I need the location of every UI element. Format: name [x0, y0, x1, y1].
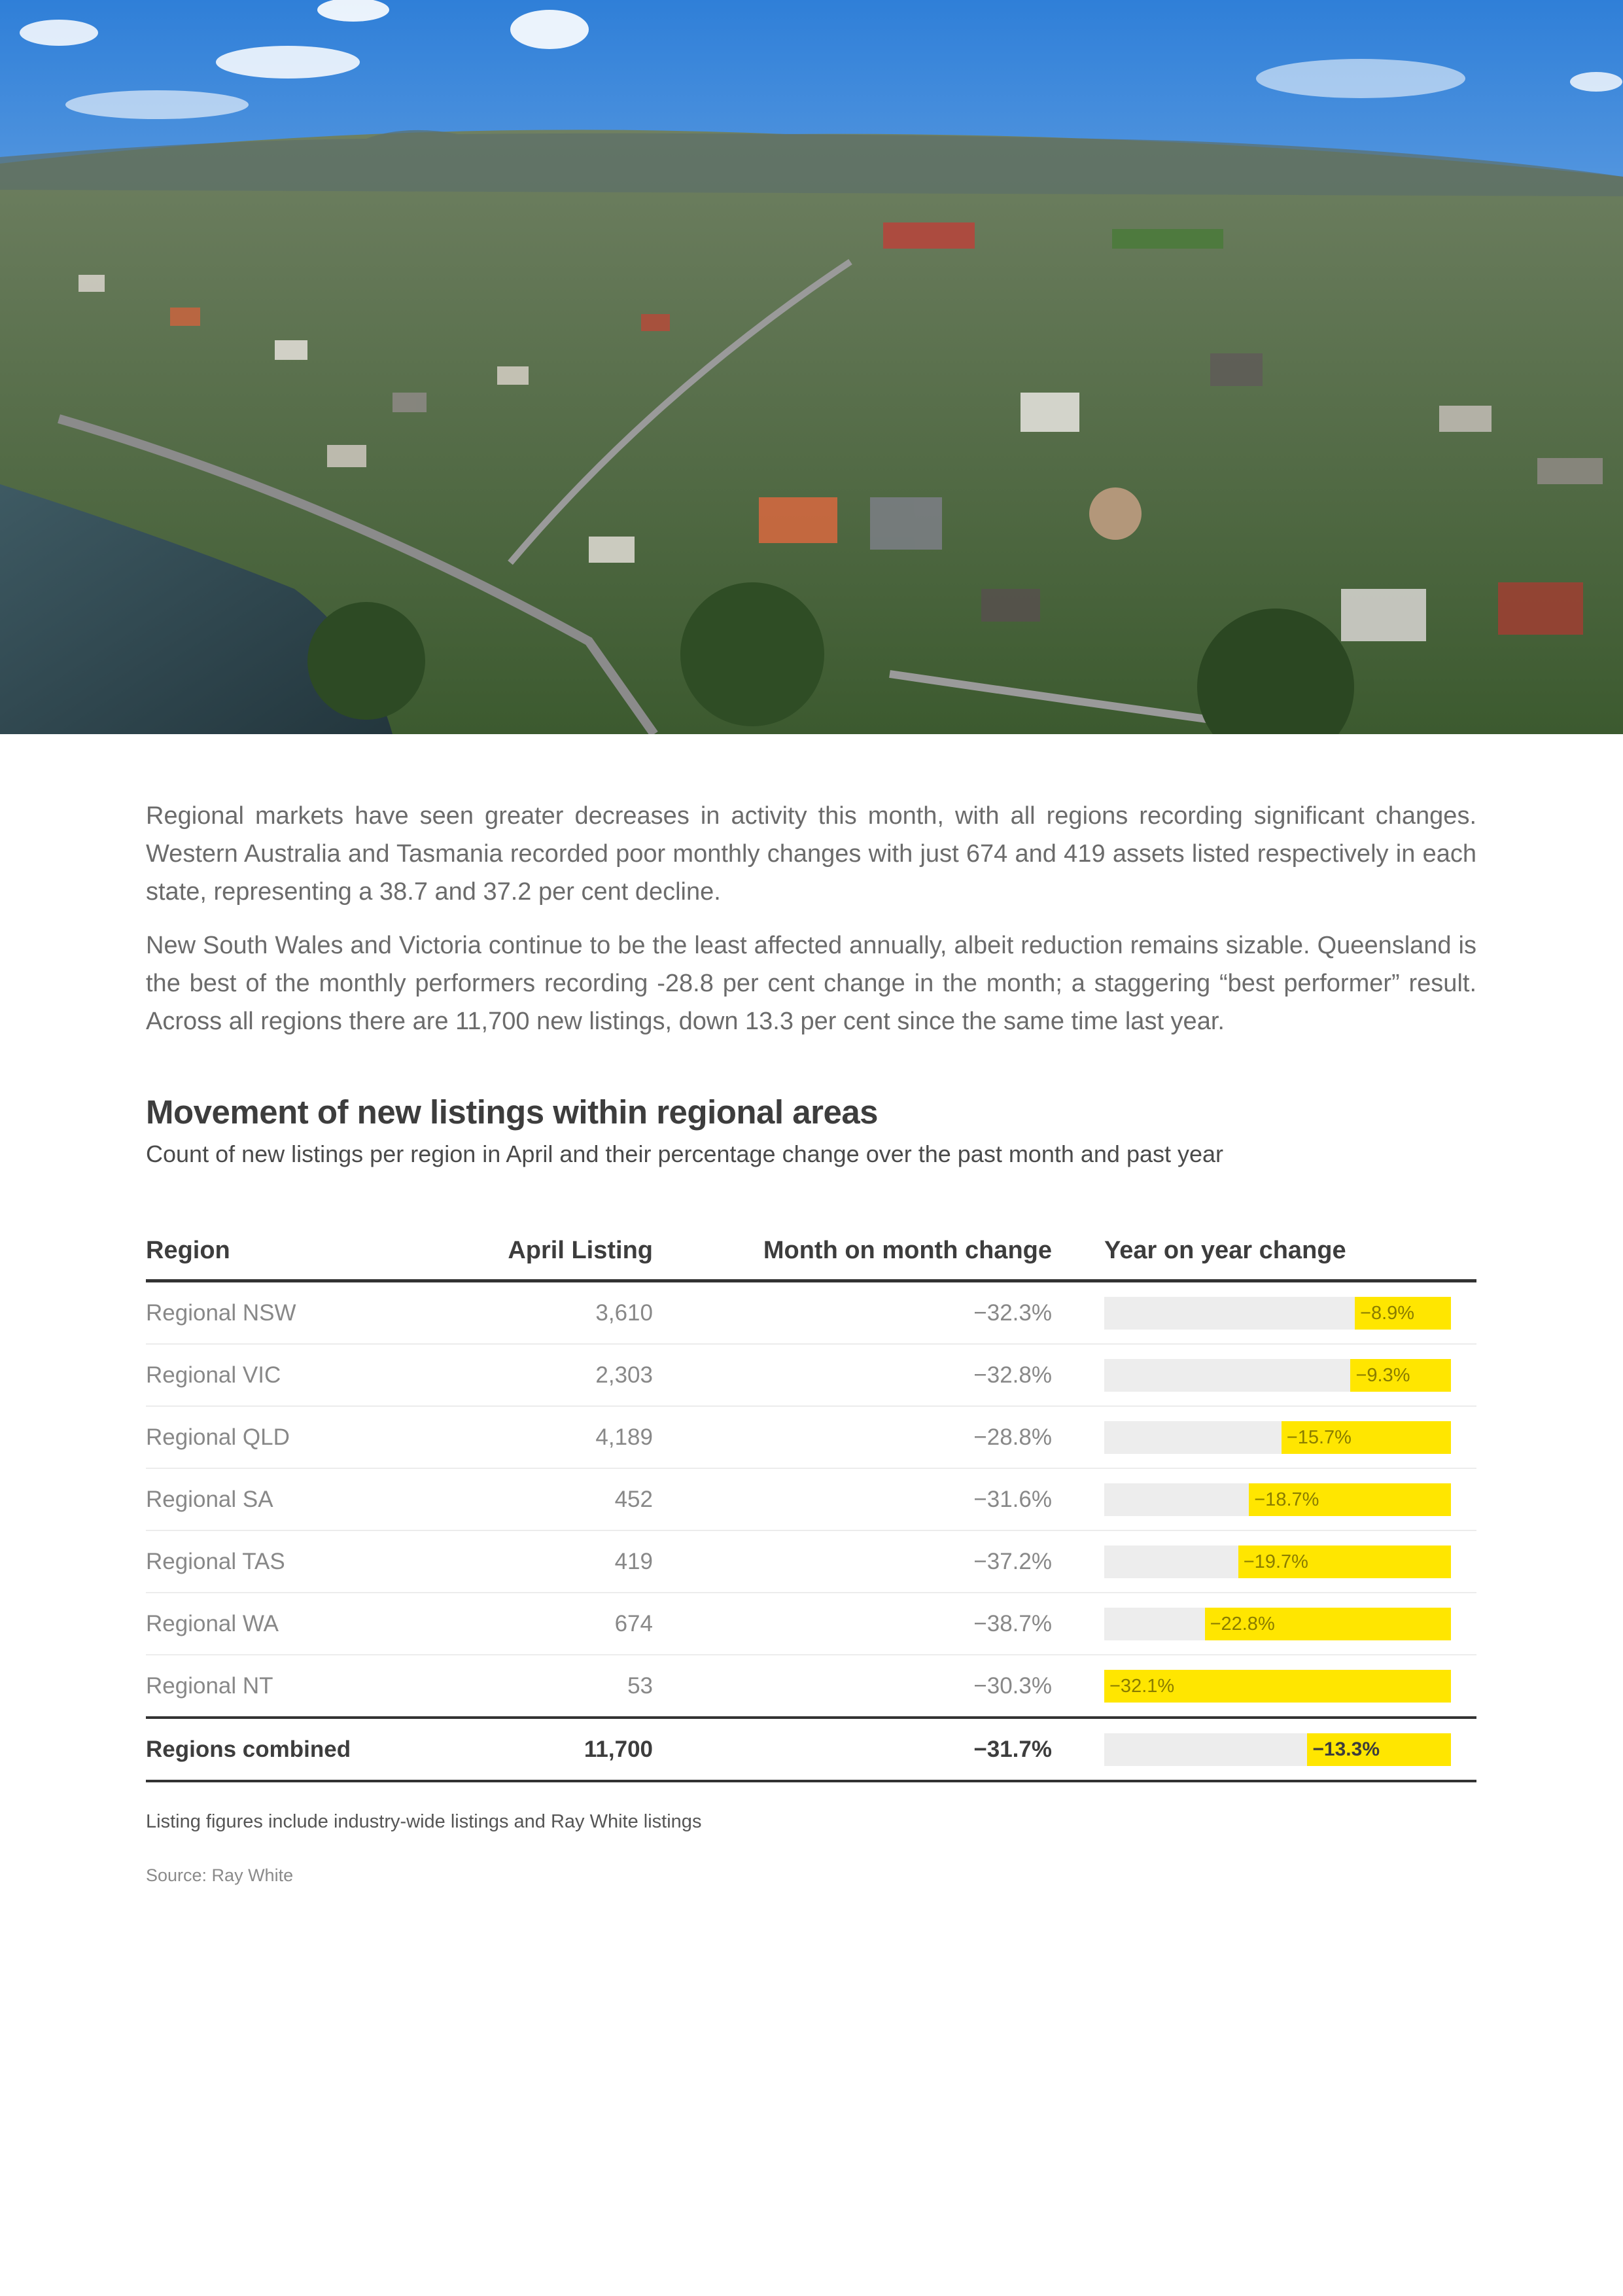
yoy-cell [1052, 1406, 1476, 1468]
region-cell: Regional SA [146, 1468, 473, 1530]
yoy-bar-track [1104, 1733, 1451, 1766]
yoy-label: −8.9% [1360, 1302, 1415, 1324]
yoy-bar-track [1104, 1545, 1451, 1578]
mom-cell: −38.7% [653, 1593, 1052, 1655]
yoy-bar [1104, 1670, 1451, 1703]
table-subtitle: Count of new listings per region in April and their percentage change over the past month and past year [146, 1140, 1224, 1167]
table-total-row [146, 1718, 1476, 1781]
mom-cell: −32.3% [653, 1281, 1052, 1345]
april-cell: 452 [473, 1468, 653, 1530]
april-cell: 419 [473, 1530, 653, 1593]
yoy-cell [1052, 1593, 1476, 1655]
region-cell: Regional QLD [146, 1406, 473, 1468]
yoy-label: −18.7% [1254, 1489, 1319, 1510]
yoy-bar [1249, 1483, 1451, 1516]
body-paragraph-2: New South Wales and Victoria continue to be the least affected annually, albeit reduction remains sizable. Queensland is the best of the monthly performers recording -28.8 per cent change in the month; a staggering “best performer” result. Across all regions there are 11,700 new listings, down 13.3 per cent since the same time last year. [146, 932, 1476, 1035]
yoy-label: −9.3% [1355, 1364, 1410, 1386]
footnote: Listing figures include industry-wide listings and Ray White listings [146, 1811, 702, 1832]
mom-cell: −30.3% [653, 1655, 1052, 1718]
table-row [146, 1655, 1476, 1718]
yoy-bar-track [1104, 1483, 1451, 1516]
yoy-label: −19.7% [1243, 1551, 1308, 1572]
mom-cell: −31.6% [653, 1468, 1052, 1530]
header-april-listing: April Listing [473, 1222, 653, 1281]
article-content [146, 797, 1476, 1886]
yoy-total-label: −13.3% [1312, 1738, 1380, 1760]
total-mom-cell: −31.7% [653, 1718, 1052, 1781]
total-yoy-cell [1052, 1718, 1476, 1781]
total-april-cell: 11,700 [473, 1718, 653, 1781]
table-row [146, 1468, 1476, 1530]
total-region-cell: Regions combined [146, 1718, 473, 1781]
region-cell: Regional VIC [146, 1344, 473, 1406]
yoy-bar [1355, 1297, 1451, 1330]
table-row [146, 1344, 1476, 1406]
yoy-cell [1052, 1344, 1476, 1406]
table-header-row [146, 1222, 1476, 1281]
yoy-bar-track [1104, 1608, 1451, 1640]
body-paragraph-1: Regional markets have seen greater decreases in activity this month, with all regions recording significant changes. Western Australia and Tasmania recorded poor monthly changes with just 674 and 419 assets listed respectively in each state, representing a 38.7 and 37.2 per cent decline. [146, 802, 1476, 906]
listings-table [146, 1222, 1476, 1782]
region-cell: Regional WA [146, 1593, 473, 1655]
mom-cell: −37.2% [653, 1530, 1052, 1593]
yoy-bar [1282, 1421, 1451, 1454]
april-cell: 4,189 [473, 1406, 653, 1468]
yoy-bar [1350, 1359, 1451, 1392]
yoy-cell [1052, 1281, 1476, 1345]
yoy-label: −15.7% [1286, 1426, 1352, 1448]
yoy-bar-track [1104, 1359, 1451, 1392]
region-cell: Regional NT [146, 1655, 473, 1718]
table-row [146, 1593, 1476, 1655]
header-year-on-year: Year on year change [1052, 1222, 1476, 1281]
header-region: Region [146, 1222, 473, 1281]
april-cell: 2,303 [473, 1344, 653, 1406]
april-cell: 53 [473, 1655, 653, 1718]
yoy-bar-track [1104, 1421, 1451, 1454]
yoy-cell [1052, 1655, 1476, 1718]
yoy-bar [1205, 1608, 1451, 1640]
yoy-cell [1052, 1530, 1476, 1593]
yoy-label: −32.1% [1109, 1675, 1175, 1697]
source-note: Source: Ray White [146, 1865, 294, 1885]
yoy-total-bar [1307, 1733, 1451, 1766]
yoy-bar [1238, 1545, 1451, 1578]
april-cell: 674 [473, 1593, 653, 1655]
april-cell: 3,610 [473, 1281, 653, 1345]
hero-photo [0, 0, 1623, 734]
header-month-on-month: Month on month change [653, 1222, 1052, 1281]
yoy-bar-track [1104, 1297, 1451, 1330]
region-cell: Regional NSW [146, 1281, 473, 1345]
yoy-cell [1052, 1468, 1476, 1530]
table-row [146, 1281, 1476, 1345]
region-cell: Regional TAS [146, 1530, 473, 1593]
table-row [146, 1530, 1476, 1593]
aerial-suburb-illustration [0, 0, 1623, 734]
table-row [146, 1406, 1476, 1468]
mom-cell: −28.8% [653, 1406, 1052, 1468]
table-title: Movement of new listings within regional areas [146, 1093, 879, 1131]
mom-cell: −32.8% [653, 1344, 1052, 1406]
yoy-label: −22.8% [1210, 1613, 1275, 1634]
yoy-bar-track [1104, 1670, 1451, 1703]
